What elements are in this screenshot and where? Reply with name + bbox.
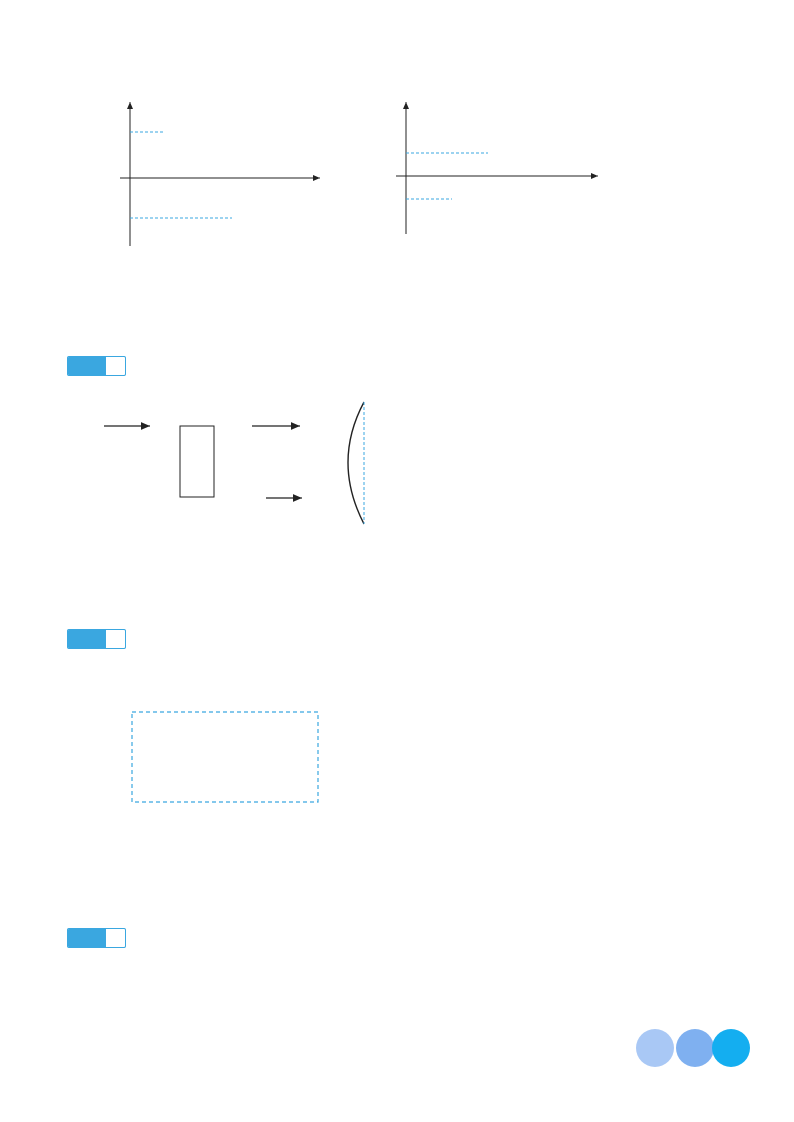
q7-tag [67,356,126,376]
tag-number [106,357,125,375]
page-circle-3 [712,1029,750,1067]
q7-figure [96,398,426,528]
earphone-box [180,426,214,497]
tag-number [106,630,125,648]
tag-label [68,630,106,648]
graph-yi [360,96,640,256]
eardrum-curve [348,402,364,524]
tag-label [68,357,106,375]
graph-jia [90,96,360,256]
q8-tag [67,629,126,649]
q8-figure [106,694,346,824]
field-rectangle [132,712,318,802]
tag-number [106,929,125,947]
q9-tag [67,928,126,948]
page-circle-2 [676,1029,714,1067]
page-circle-1 [636,1029,674,1067]
tag-label [68,929,106,947]
